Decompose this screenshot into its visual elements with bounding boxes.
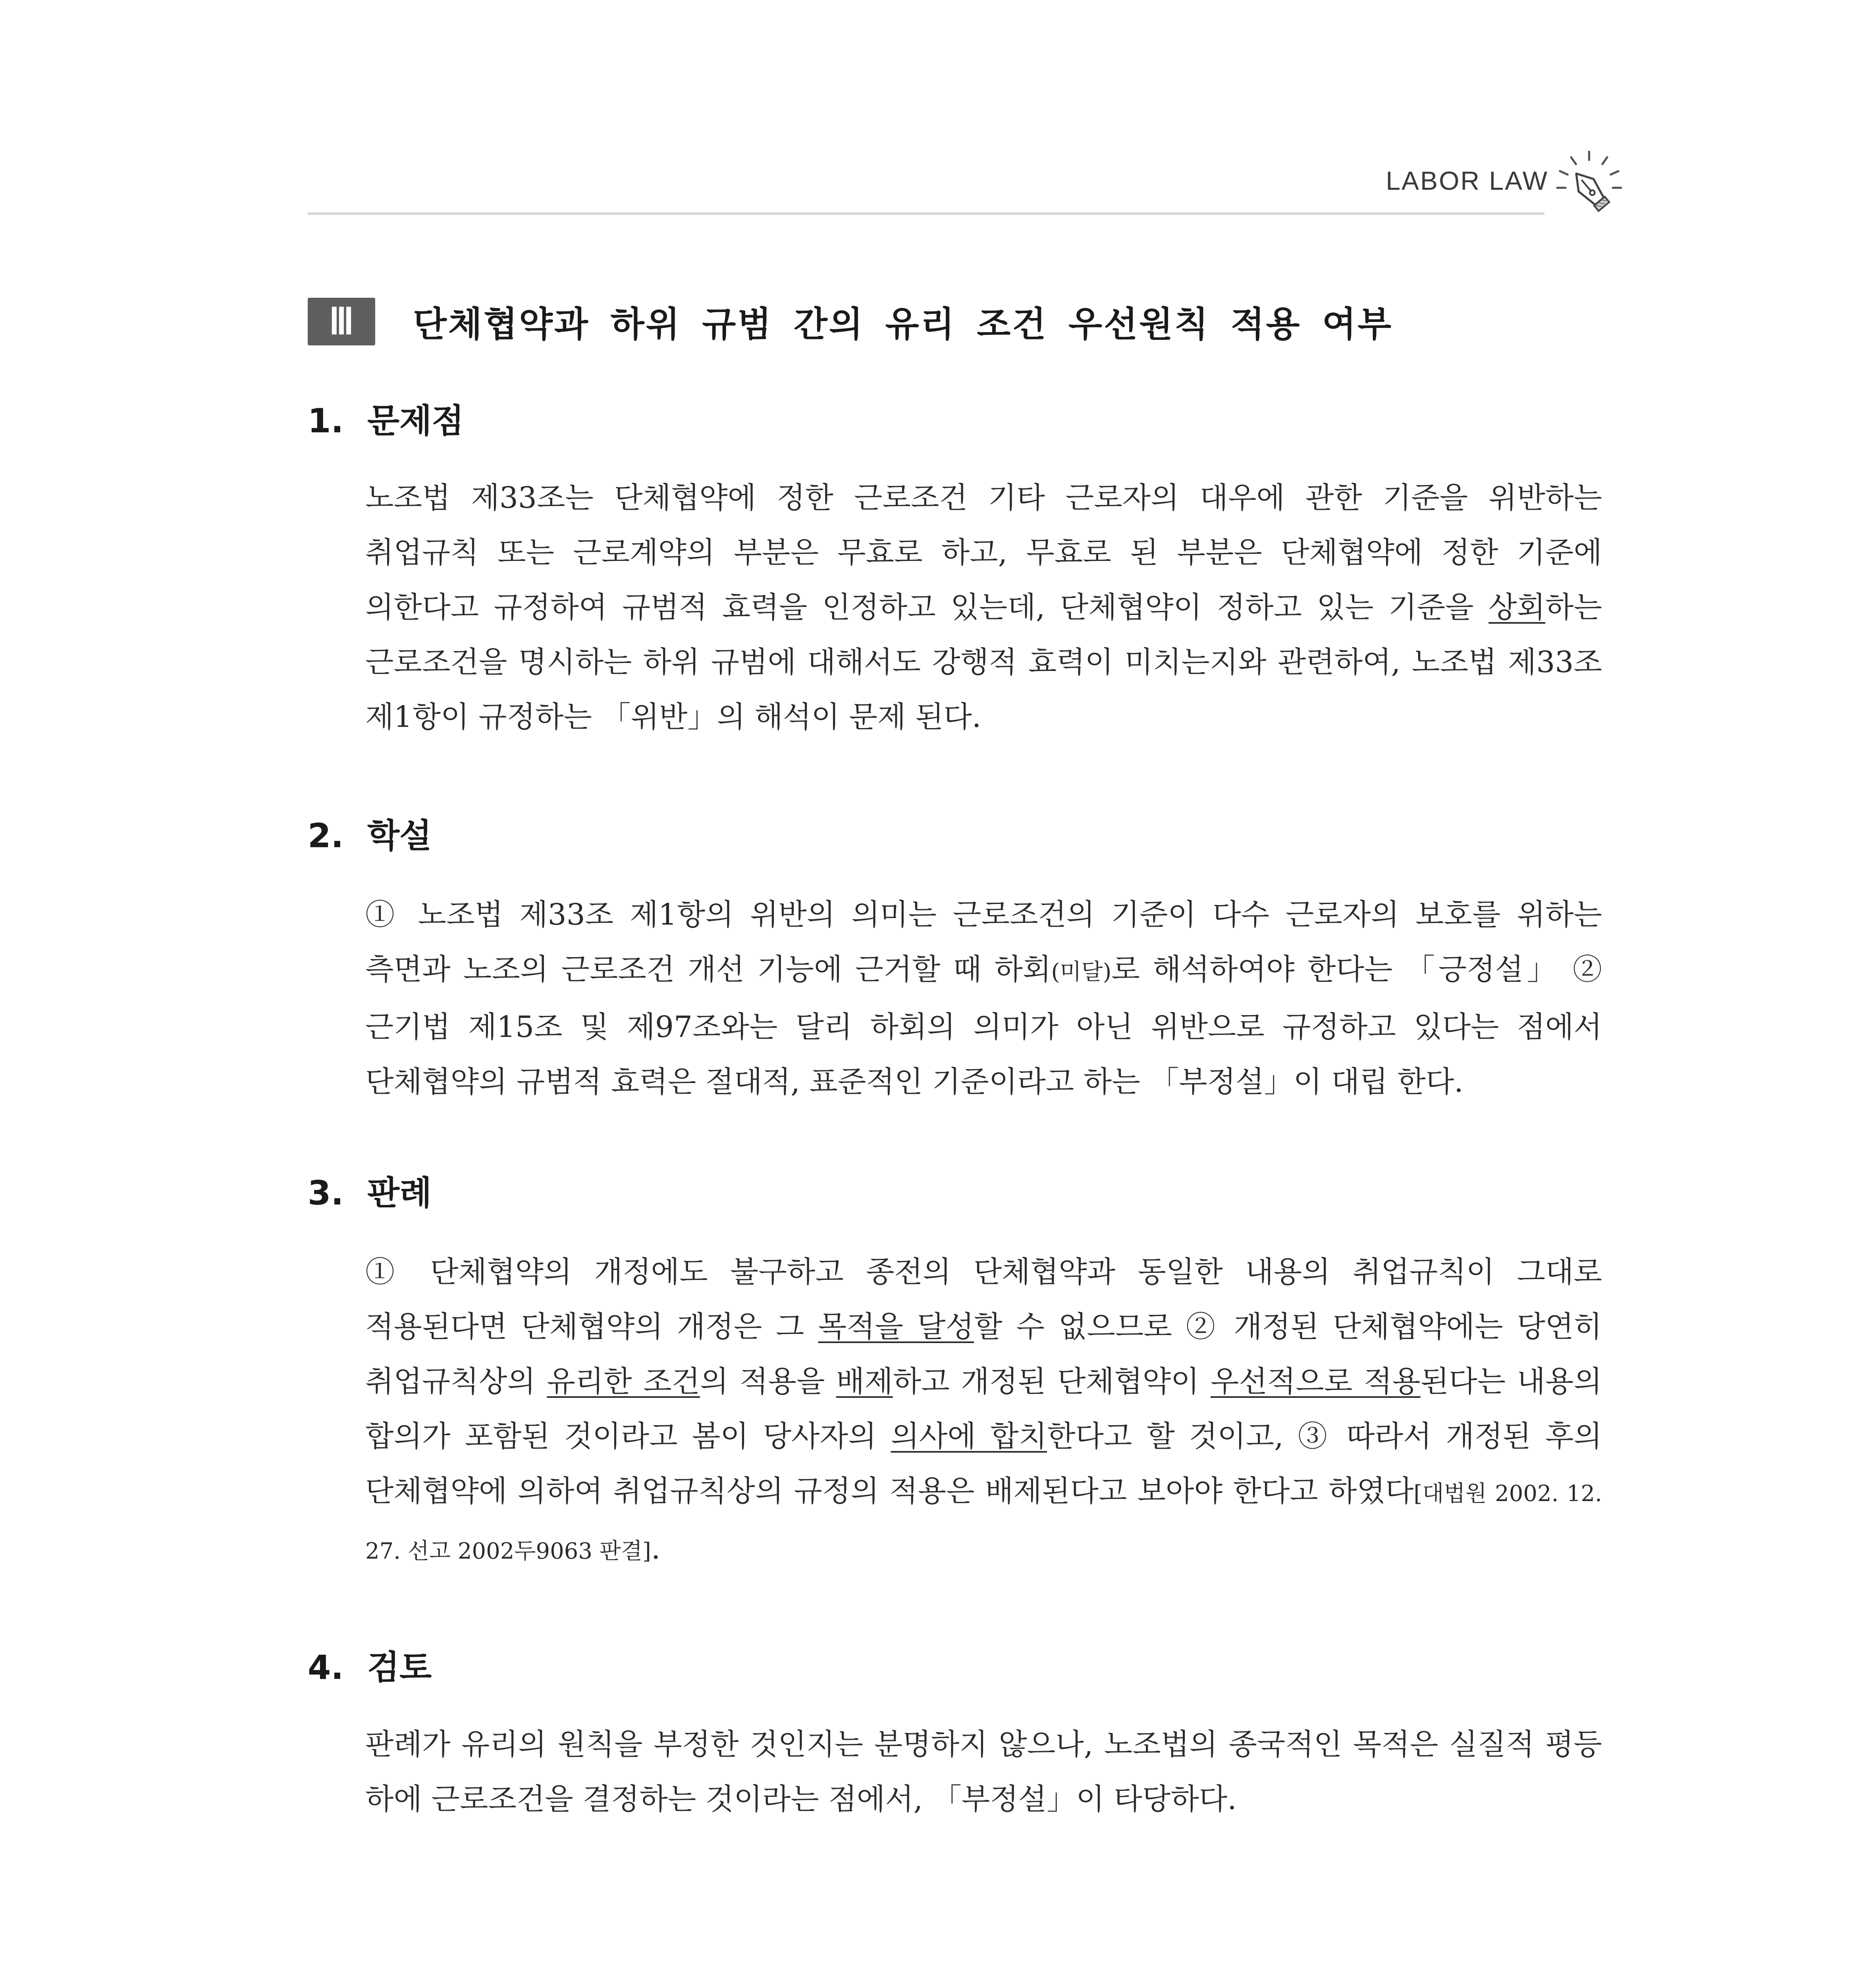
paragraph-text: 판례가 유리의 원칙을 부정한 것인지는 분명하지 않으나, 노조법의 종국적인 목적은 실질적 평등 하에 근로조건을 결정하는 것이라는 점에서, 「부정설」이 타당하다. — [365, 1727, 1602, 1816]
paragraph-text: . — [651, 1532, 661, 1566]
subsection-number: 3. — [308, 1174, 344, 1212]
subsection-number: 2. — [308, 816, 344, 855]
underlined-phrase: 상회 — [1488, 590, 1546, 624]
subsection-title: 문제점 — [367, 401, 464, 440]
paragraph-text: 한다고 할 것이고, ③ 따라서 개정된 후의 단체협약에 의하여 취업규칙상의 규정의 적용은 배제된다고 보아야 한다고 하였다 — [365, 1419, 1602, 1508]
subsection-paragraph-1 — [365, 470, 1602, 744]
section-number-badge: Ⅲ — [308, 298, 375, 345]
subsection-paragraph-2 — [365, 887, 1602, 1109]
paragraph-text: 할 수 없으므로 ② 개정된 단체협약에는 당연히 취업규칙상의 — [365, 1310, 1602, 1399]
running-header-label: LABOR LAW — [1386, 166, 1548, 195]
underlined-phrase: 우선적으로 적용 — [1210, 1364, 1421, 1399]
header-divider — [308, 212, 1544, 215]
paragraph-text: ① 노조법 제33조 제1항의 위반의 의미는 근로조건의 기준이 다수 근로자의 보호를 위하는 측면과 노조의 근로조건 개선 기능에 근거할 때 하회 — [365, 898, 1602, 987]
paragraph-text: 로 해석하여야 한다는 「긍정설」 ② 근기법 제15조 및 제97조와는 달리 하회의 의미가 아닌 위반으로 규정하고 있다는 점에서 단체협약의 규범적 효력은 절대적, 표준적인 기준이라고 하는 「부정설」이 대립 한다. — [365, 952, 1602, 1099]
subsection-heading-3 — [308, 1169, 432, 1217]
citation-text: [대법원 2002. 12. 27. 선고 2002두9063 판결] — [365, 1481, 1602, 1564]
section-title: 단체협약과 하위 규범 간의 유리 조건 우선원칙 적용 여부 — [413, 304, 1393, 345]
subsection-title: 판례 — [367, 1174, 432, 1212]
pen-nib-icon — [1554, 149, 1624, 218]
subsection-title: 검토 — [367, 1648, 432, 1687]
section-heading — [308, 286, 1393, 357]
subsection-paragraph-3 — [365, 1245, 1602, 1579]
underlined-phrase: 목적을 달성 — [818, 1310, 974, 1344]
subsection-number: 1. — [308, 401, 344, 440]
paragraph-text: 의 적용을 — [700, 1364, 836, 1399]
underlined-phrase: 의사에 합치 — [891, 1419, 1047, 1453]
subsection-heading-2 — [308, 812, 432, 860]
paragraph-text: 노조법 제33조는 단체협약에 정한 근로조건 기타 근로자의 대우에 관한 기준을 위반하는 취업규칙 또는 근로계약의 부분은 무효로 하고, 무효로 된 부분은 단체협약에 정한 기준에 의한다고 규정하여 규범적 효력을 인정하고 있는데, 단체협약이 정하고 있는 기준을 — [365, 481, 1602, 624]
paragraph-text: ① 단체협약의 개정에도 불구하고 종전의 단체협약과 동일한 내용의 취업규칙이 그대로 적용된다면 단체협약의 개정은 그 — [365, 1255, 1602, 1344]
paragraph-text: 하고 개정된 단체협약이 — [893, 1364, 1211, 1399]
underlined-phrase: 배제 — [836, 1364, 893, 1399]
citation-text: (미달) — [1051, 959, 1112, 985]
subsection-paragraph-4 — [365, 1717, 1602, 1827]
subsection-title: 학설 — [367, 816, 432, 855]
paragraph-text: 하는 근로조건을 명시하는 하위 규범에 대해서도 강행적 효력이 미치는지와 관련하여, 노조법 제33조 제1항이 규정하는 「위반」의 해석이 문제 된다. — [365, 590, 1602, 734]
subsection-heading-1 — [308, 397, 464, 445]
paragraph-text: 된다는 내용의 합의가 포함된 것이라고 봄이 당사자의 — [365, 1364, 1602, 1453]
subsection-heading-4 — [308, 1644, 432, 1691]
underlined-phrase: 유리한 조건 — [547, 1364, 700, 1399]
subsection-number: 4. — [308, 1648, 344, 1687]
